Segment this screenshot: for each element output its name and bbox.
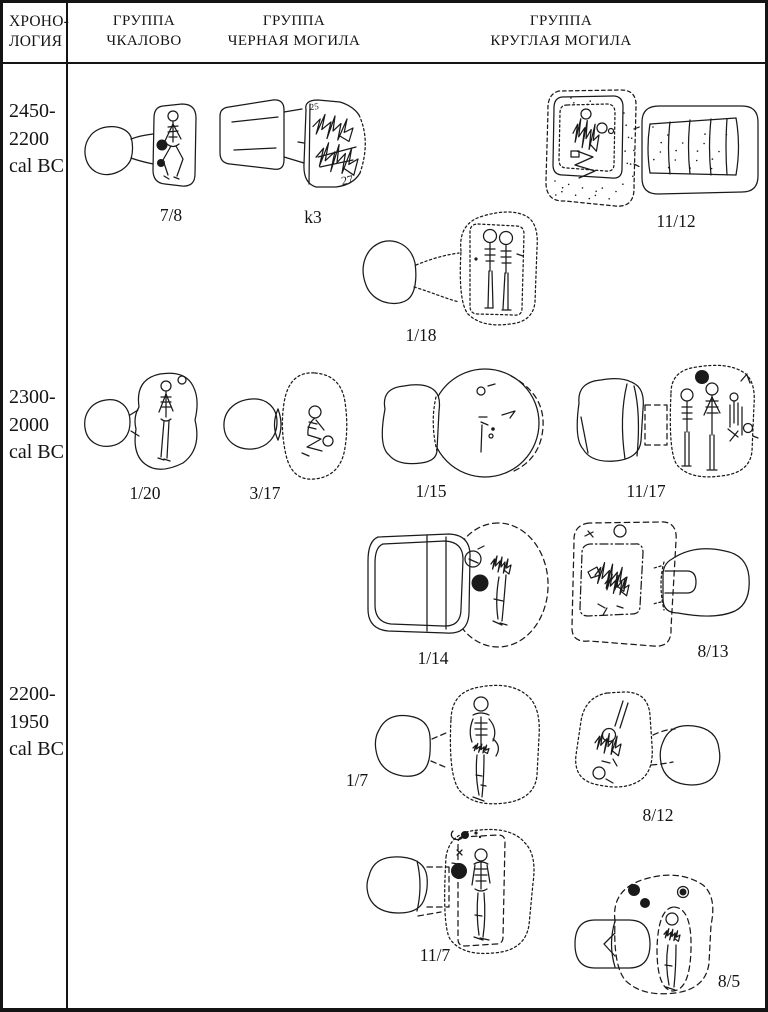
grave-plan-drawing <box>361 517 549 682</box>
figure-k3 <box>218 95 373 227</box>
figure-label: 8/13 <box>697 641 729 661</box>
grave-plan-drawing <box>541 85 767 240</box>
figure-label: 8/5 <box>717 971 741 991</box>
period-line: 2200- <box>9 683 56 705</box>
period-line: 2000 <box>9 413 49 436</box>
column-divider-line <box>66 3 68 1008</box>
group-header-chernaya-mogila <box>228 12 361 51</box>
figure-label: 11/7 <box>419 945 451 965</box>
grave-plan-drawing <box>361 823 553 978</box>
figure-1-14 <box>361 517 549 677</box>
period-line: cal BC <box>9 155 64 178</box>
figure-1-20 <box>81 365 211 507</box>
chronology-header-line2: ЛОГИЯ <box>9 33 63 51</box>
figure-11-12 <box>541 85 767 235</box>
period-2200-1950 <box>9 681 64 764</box>
figure-label: 1/18 <box>405 325 437 345</box>
plan-annotation: 27 <box>340 172 355 188</box>
grave-plan-drawing <box>565 515 767 676</box>
figure-8-12 <box>563 671 765 835</box>
grave-plan-drawing <box>333 675 548 820</box>
grave-plan-drawing <box>81 97 211 234</box>
chronology-column-header <box>9 12 69 53</box>
period-2450-2200 <box>9 98 64 181</box>
figure-label: 3/17 <box>249 483 281 503</box>
figure-label: 1/7 <box>345 770 369 790</box>
period-line: 2300- <box>9 386 56 408</box>
grave-plan-drawing <box>359 205 541 354</box>
period-line: cal BC <box>9 738 64 761</box>
header-divider-line <box>3 62 765 64</box>
group-label-line1: ГРУППА <box>529 13 593 29</box>
figure-1-18 <box>359 205 541 349</box>
period-line: 2450- <box>9 100 56 122</box>
period-2300-2000 <box>9 384 64 467</box>
figure-label: k3 <box>304 207 322 227</box>
figure-8-5 <box>563 861 768 1011</box>
plan-annotation: 25 <box>309 101 320 112</box>
figure-8-13 <box>565 515 767 671</box>
figure-label: 1/20 <box>129 483 161 503</box>
group-label-line2: ЧКАЛОВО <box>106 32 182 49</box>
grave-plan-drawing <box>218 95 373 232</box>
group-header-kruglaya-mogila <box>490 12 631 51</box>
figure-7-8 <box>81 97 211 229</box>
grave-plan-drawing <box>215 369 351 512</box>
group-header-chkalovo <box>106 12 181 51</box>
group-label-line2: ЧЕРНАЯ МОГИЛА <box>227 32 361 49</box>
figure-11-17 <box>569 355 767 509</box>
group-label-line2: КРУГЛАЯ МОГИЛА <box>490 32 632 49</box>
figure-label: 11/17 <box>626 481 666 501</box>
figure-11-7 <box>361 823 553 973</box>
period-line: 1950 <box>9 710 49 733</box>
figure-1-15 <box>365 359 551 503</box>
period-line: 2200 <box>9 127 49 150</box>
group-label-line1: ГРУППА <box>112 13 176 29</box>
figure-1-7 <box>333 675 548 815</box>
figure-label: 8/12 <box>642 805 674 825</box>
figure-3-17 <box>215 369 351 507</box>
period-line: cal BC <box>9 441 64 464</box>
chronology-header-line1: ХРОНО- <box>9 13 69 30</box>
figure-label: 1/14 <box>417 648 449 668</box>
figure-label: 11/12 <box>656 211 696 231</box>
grave-plan-drawing <box>569 355 767 514</box>
group-label-line1: ГРУППА <box>262 13 326 29</box>
figure-label: 1/15 <box>415 481 447 501</box>
grave-plan-drawing <box>365 359 551 508</box>
figure-label: 7/8 <box>159 205 183 225</box>
